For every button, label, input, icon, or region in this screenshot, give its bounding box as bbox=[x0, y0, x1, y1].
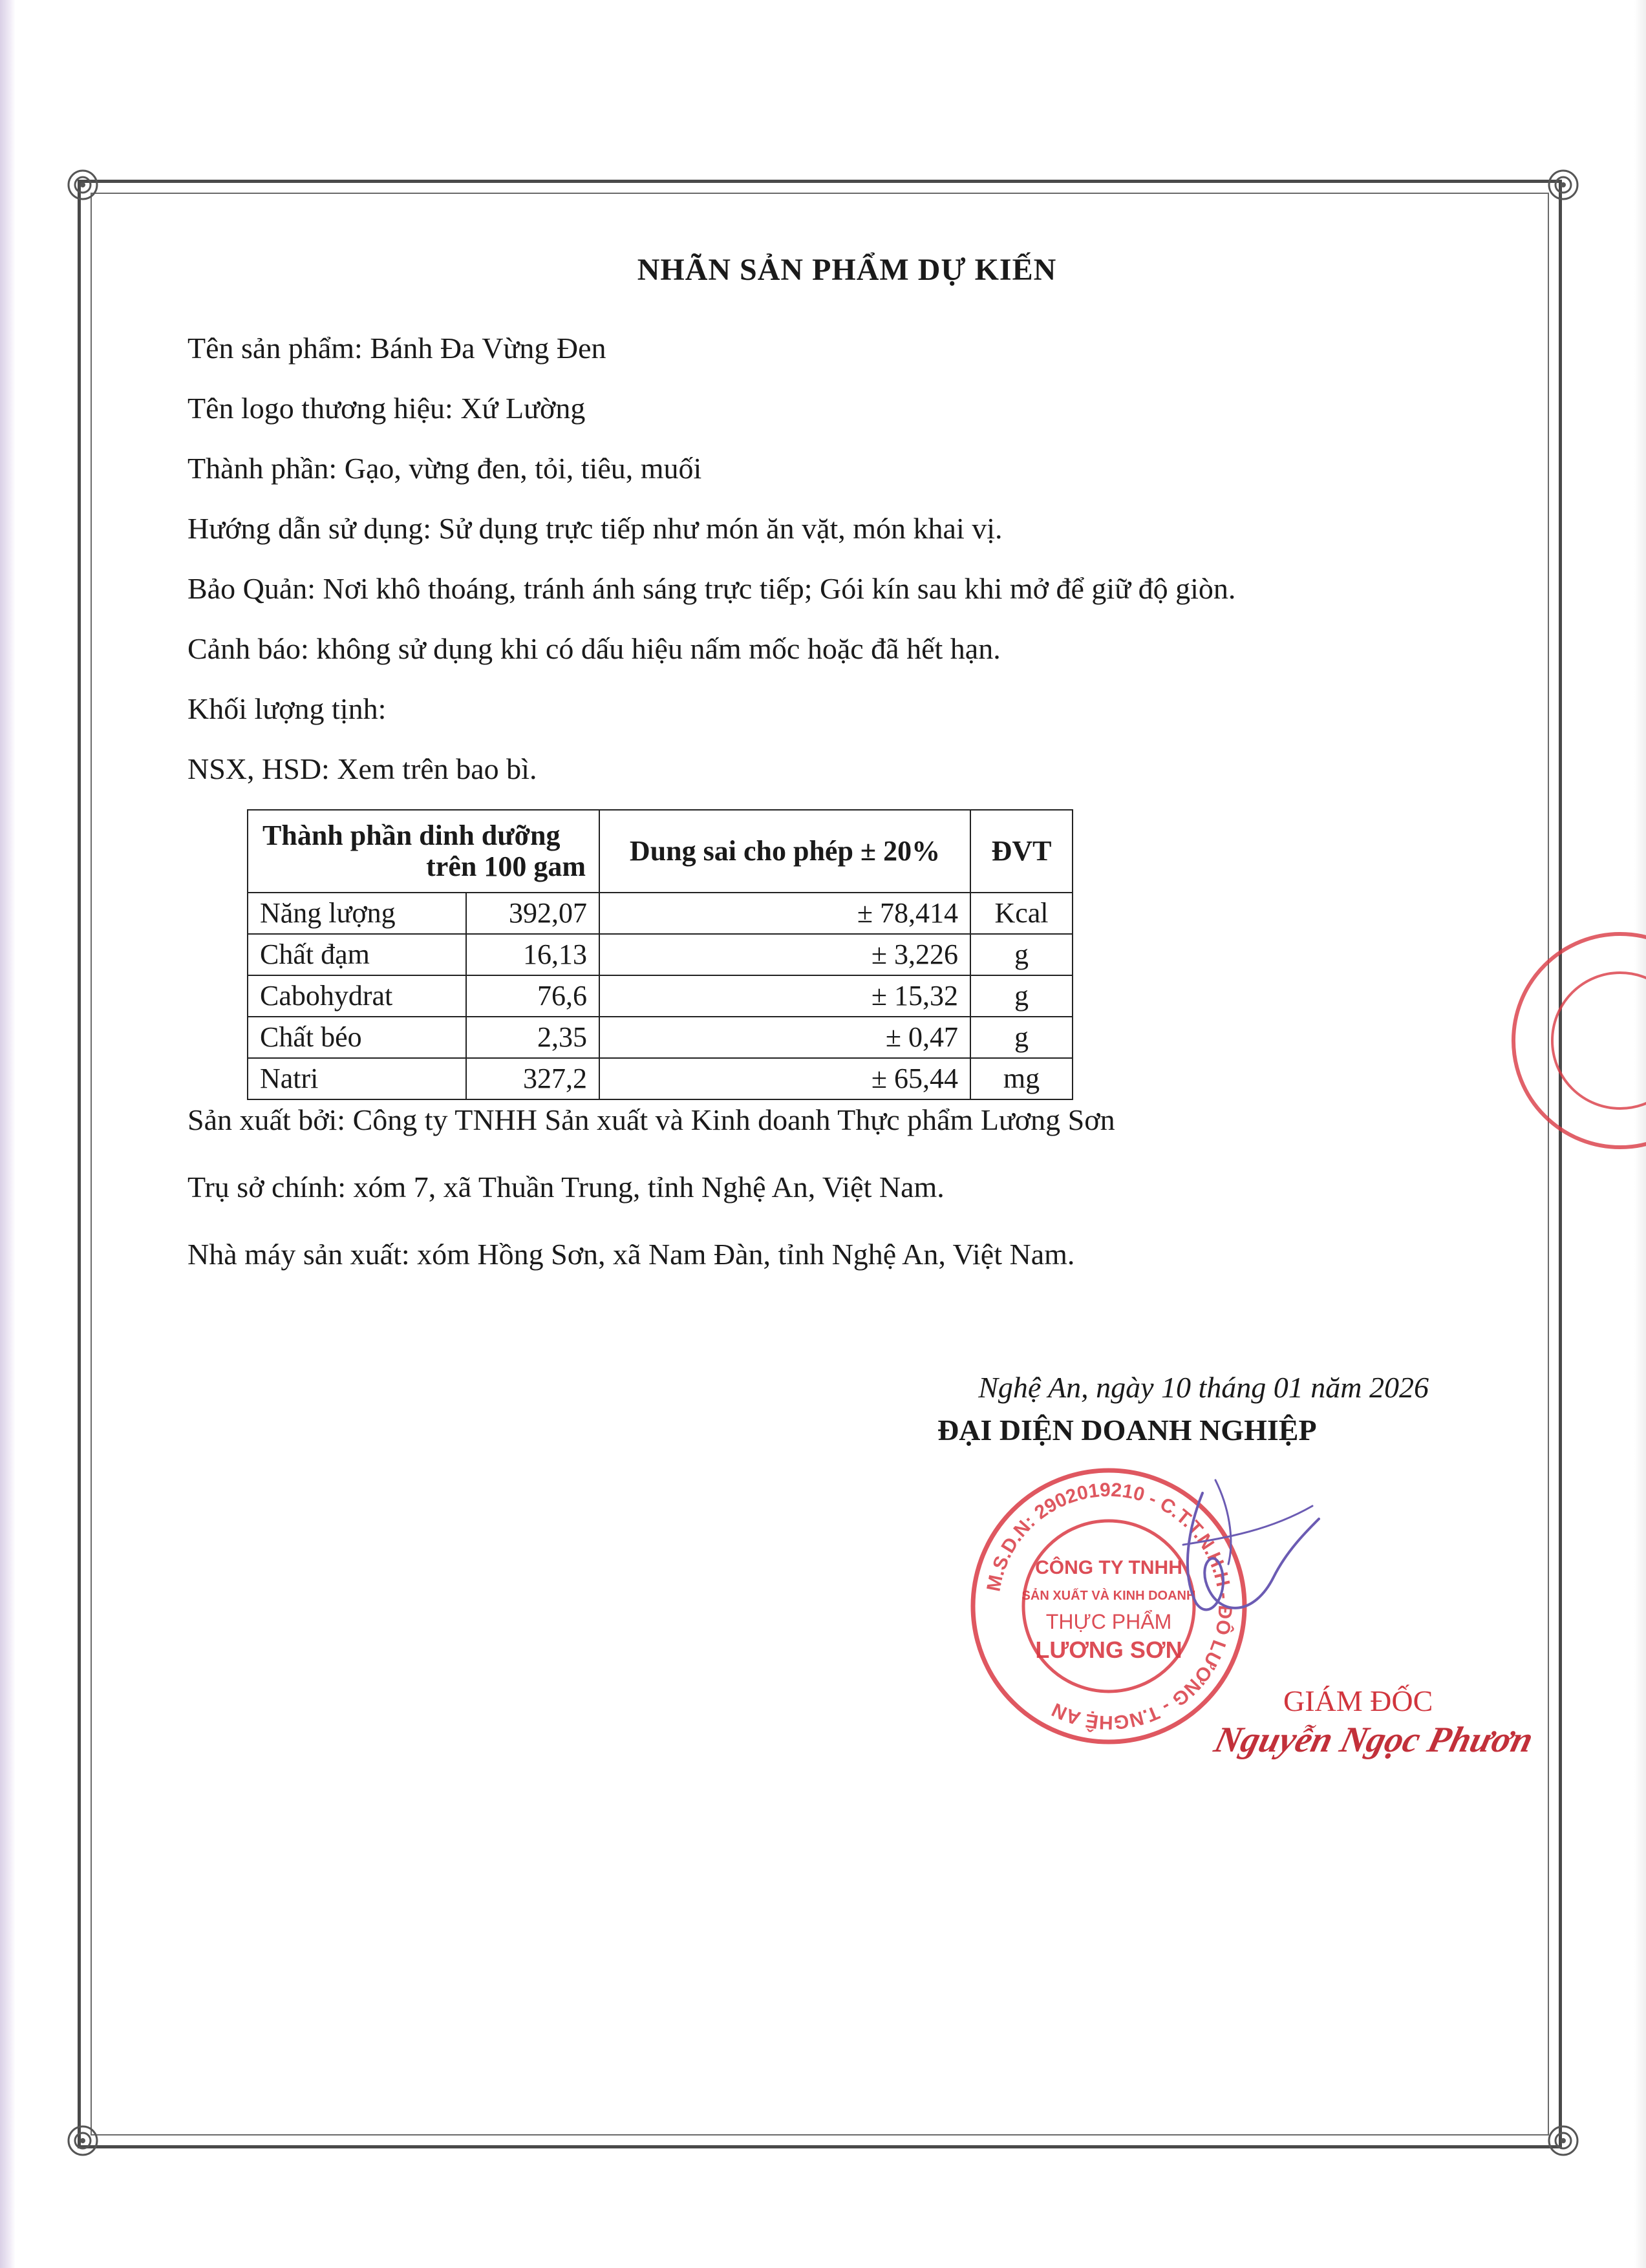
corner-ornament-top-right bbox=[1545, 167, 1581, 203]
nutrient-tolerance: ± 3,226 bbox=[599, 934, 970, 975]
field-label: Thành phần: bbox=[187, 452, 345, 485]
field-label: Sản xuất bởi: bbox=[187, 1103, 353, 1136]
field-value: Xứ Lường bbox=[460, 392, 586, 425]
table-row bbox=[248, 1017, 1073, 1058]
field-label: NSX, HSD: bbox=[187, 752, 337, 785]
field-dates bbox=[187, 752, 537, 786]
field-net-weight bbox=[187, 692, 386, 726]
nutrient-name: Cabohydrat bbox=[248, 975, 466, 1017]
field-label: Nhà máy sản xuất: bbox=[187, 1238, 418, 1271]
header-unit: ĐVT bbox=[970, 810, 1073, 893]
field-headquarters bbox=[187, 1170, 945, 1204]
field-value: Nơi khô thoáng, tránh ánh sáng trực tiếp; Gói kín sau khi mở để giữ độ giòn. bbox=[323, 572, 1236, 605]
field-label: Bảo Quản: bbox=[187, 572, 323, 605]
svg-text:M.S.D.N: 2902019210 - C.T.T.N.: M.S.D.N: 2902019210 - C.T.T.N.H.H - ĐÔ LƯƠNG - T.NGHỆ AN bbox=[983, 1479, 1236, 1733]
svg-text:THỰC PHẨM: THỰC PHẨM bbox=[1045, 1610, 1172, 1633]
nutrient-tolerance: ± 15,32 bbox=[599, 975, 970, 1017]
table-row bbox=[248, 934, 1073, 975]
header-tolerance: Dung sai cho phép ± 20% bbox=[599, 810, 970, 893]
nutrition-table bbox=[247, 809, 1073, 1100]
field-label: Cảnh báo: bbox=[187, 632, 317, 665]
field-brand-logo bbox=[187, 391, 585, 425]
field-value: Gạo, vừng đen, tỏi, tiêu, muối bbox=[344, 452, 702, 485]
header-nutrient-line1: Thành phần dinh dưỡng bbox=[262, 819, 561, 851]
table-row bbox=[248, 893, 1073, 934]
corner-ornament-bottom-left bbox=[65, 2123, 101, 2159]
nutrient-value: 16,13 bbox=[466, 934, 599, 975]
field-value: không sử dụng khi có dấu hiệu nấm mốc hoặc đã hết hạn. bbox=[316, 632, 1001, 665]
svg-text:LƯƠNG SƠN: LƯƠNG SƠN bbox=[1035, 1637, 1182, 1663]
director-title: GIÁM ĐỐC bbox=[1283, 1684, 1433, 1717]
field-value: Xem trên bao bì. bbox=[337, 752, 537, 785]
nutrient-value: 2,35 bbox=[466, 1017, 599, 1058]
header-nutrient bbox=[248, 810, 599, 893]
nutrient-tolerance: ± 78,414 bbox=[599, 893, 970, 934]
svg-text:CÔNG TY TNHH: CÔNG TY TNHH bbox=[1035, 1557, 1182, 1578]
nutrient-name: Chất béo bbox=[248, 1017, 466, 1058]
field-label: Tên logo thương hiệu: bbox=[187, 392, 461, 425]
nutrient-name: Năng lượng bbox=[248, 893, 466, 934]
director-name: Nguyễn Ngọc Phươn bbox=[1210, 1720, 1537, 1760]
nutrient-value: 392,07 bbox=[466, 893, 599, 934]
nutrient-tolerance: ± 65,44 bbox=[599, 1058, 970, 1099]
table-row bbox=[248, 1058, 1073, 1099]
signature-representative: ĐẠI DIỆN DOANH NGHIỆP bbox=[937, 1414, 1317, 1447]
nutrient-unit: g bbox=[970, 934, 1073, 975]
signature-date: Nghệ An, ngày 10 tháng 01 năm 2026 bbox=[978, 1371, 1429, 1404]
edge-seal-fragment bbox=[1491, 918, 1646, 1163]
table-row bbox=[248, 975, 1073, 1017]
field-label: Trụ sở chính: bbox=[187, 1171, 354, 1203]
field-label: Tên sản phẩm: bbox=[187, 332, 370, 365]
corner-ornament-bottom-right bbox=[1545, 2123, 1581, 2159]
nutrient-unit: g bbox=[970, 975, 1073, 1017]
handwritten-signature bbox=[1118, 1467, 1325, 1661]
field-value: Công ty TNHH Sản xuất và Kinh doanh Thực phẩm Lương Sơn bbox=[352, 1103, 1115, 1136]
field-usage bbox=[187, 511, 1003, 546]
header-nutrient-line2: trên 100 gam bbox=[426, 851, 586, 882]
nutrient-tolerance: ± 0,47 bbox=[599, 1017, 970, 1058]
field-ingredients bbox=[187, 451, 701, 485]
nutrient-name: Natri bbox=[248, 1058, 466, 1099]
svg-text:SẢN XUẤT VÀ KINH DOANH: SẢN XUẤT VÀ KINH DOANH bbox=[1021, 1589, 1196, 1603]
field-storage bbox=[187, 571, 1235, 606]
nutrient-value: 76,6 bbox=[466, 975, 599, 1017]
field-factory bbox=[187, 1237, 1074, 1271]
field-label: Hướng dẫn sử dụng: bbox=[187, 512, 439, 545]
field-warning bbox=[187, 631, 1001, 666]
field-value: xóm Hồng Sơn, xã Nam Đàn, tỉnh Nghệ An, Việt Nam. bbox=[417, 1238, 1075, 1271]
field-value: Bánh Đa Vừng Đen bbox=[370, 332, 606, 365]
scan-edge-left bbox=[0, 0, 16, 2268]
nutrient-unit: Kcal bbox=[970, 893, 1073, 934]
corner-ornament-top-left bbox=[65, 167, 101, 203]
field-value: xóm 7, xã Thuần Trung, tỉnh Nghệ An, Việt Nam. bbox=[353, 1171, 945, 1203]
field-producer bbox=[187, 1103, 1115, 1137]
table-header-row bbox=[248, 810, 1073, 893]
nutrient-name: Chất đạm bbox=[248, 934, 466, 975]
document-title: NHÃN SẢN PHẨM DỰ KIẾN bbox=[637, 253, 1057, 287]
nutrient-unit: g bbox=[970, 1017, 1073, 1058]
nutrient-unit: mg bbox=[970, 1058, 1073, 1099]
field-value: Sử dụng trực tiếp như món ăn vặt, món khai vị. bbox=[438, 512, 1003, 545]
field-product-name bbox=[187, 331, 606, 365]
nutrient-value: 327,2 bbox=[466, 1058, 599, 1099]
field-label: Khối lượng tịnh: bbox=[187, 692, 387, 725]
